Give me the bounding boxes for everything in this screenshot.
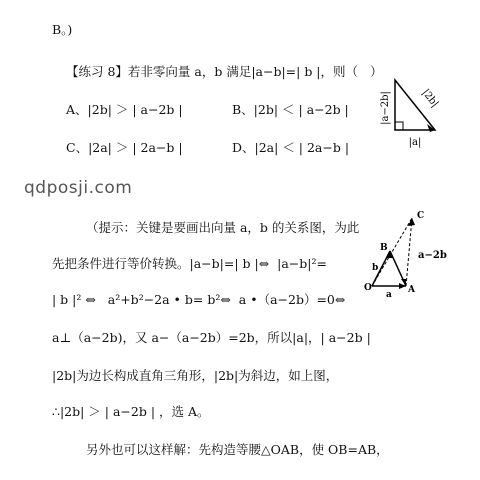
point-c: C [417, 211, 425, 221]
hint-line-5: |2b|为边长构成直角三角形，|2b|为斜边，如上图， [52, 368, 339, 383]
label-a-minus-2b: |a−2b| [380, 91, 391, 125]
hint-line-3: | b |² ⇔ a²+b²−2a • b= b²⇔ a •（a−2b）=0⇔ [52, 292, 346, 307]
hint-line-1: （提示：关键是要画出向量 a，b 的关系图，为此 [86, 220, 360, 235]
exercise-title: 【练习 8】若非零向量 a，b 满足|a−b|=| b |，则（ ） [66, 64, 383, 79]
hint-line-6: ∴|2b| ＞ | a−2b | ，选 A。 [52, 404, 210, 419]
point-b: B [380, 243, 388, 253]
option-d: D、|2a| ＜ | 2a−b | [232, 140, 350, 155]
right-triangle-figure [370, 72, 460, 152]
label-vector-a-minus-2b: a−2b [418, 250, 447, 261]
vector-ac [406, 218, 412, 286]
vector-diagram [360, 206, 470, 298]
label-a: |a| [408, 137, 422, 148]
label-2b: |2b| [419, 87, 441, 110]
right-angle-mark [395, 122, 403, 130]
point-a: A [408, 285, 415, 295]
label-vector-a: a [386, 290, 392, 298]
arrowhead-icon [408, 218, 415, 226]
option-a: A、|2b| ＞ | a−2b | [66, 102, 183, 117]
watermark: qdposji.com [24, 178, 133, 198]
alternative-solution: 另外也可以这样解：先构造等腰△OAB，使 OB=AB， [86, 442, 389, 457]
point-o: O [364, 283, 372, 293]
option-c: C、|2a| ＞ | 2a−b | [66, 140, 183, 155]
option-b: B、|2b| ＜ | a−2b | [232, 102, 349, 117]
continuation-text: B。) [52, 22, 73, 37]
hint-line-2: 先把条件进行等价转换。|a−b|=| b |⇔ |a−b|²= [52, 256, 327, 271]
label-vector-b: b [372, 263, 379, 273]
hint-line-4: a⊥（a−2b)，又 a−（a−2b）=2b，所以|a|，| a−2b | [52, 330, 371, 345]
